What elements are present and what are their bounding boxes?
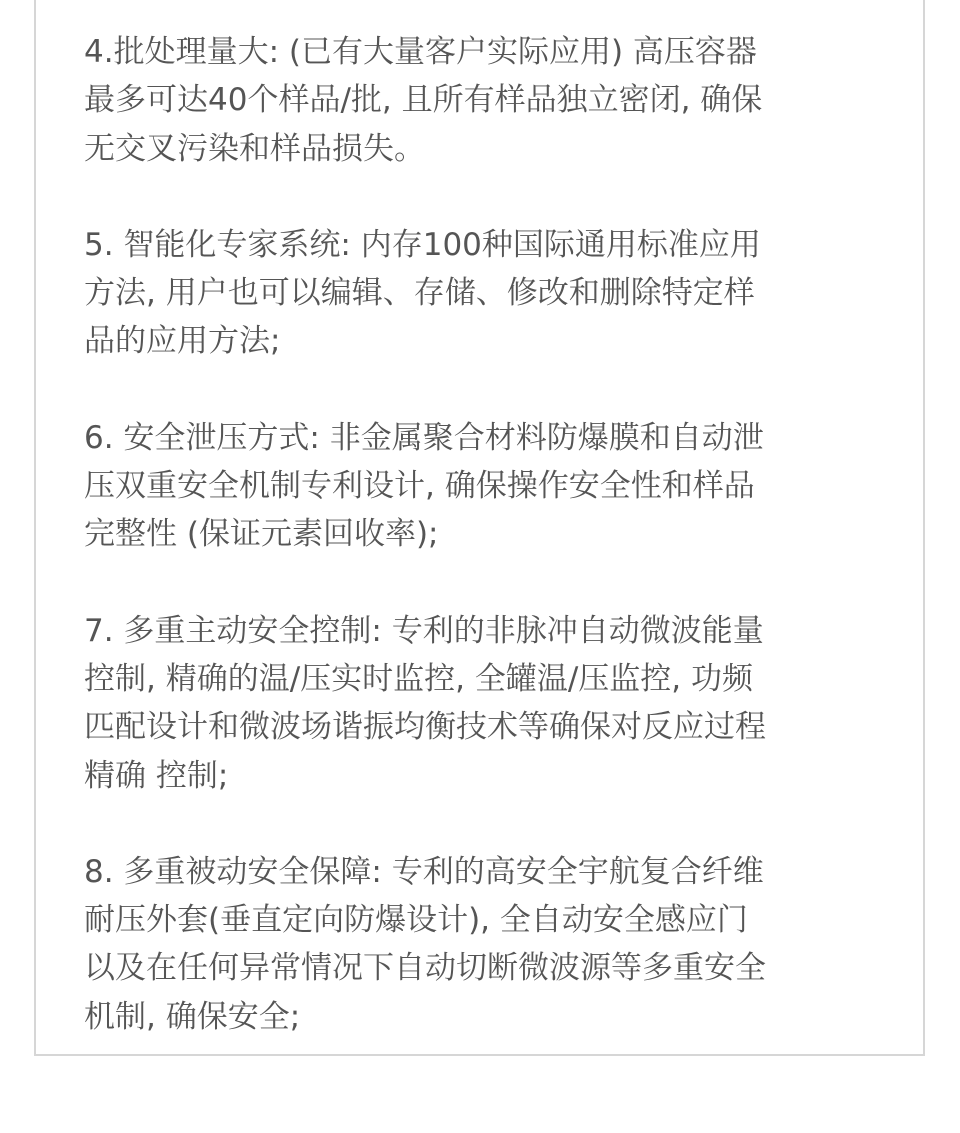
text-line: 8. 多重被动安全保障: 专利的高安全宇航复合纤维	[84, 853, 764, 890]
feature-item-expert-system	[84, 221, 884, 366]
text-line: 完整性 (保证元素回收率);	[84, 516, 439, 553]
text-line: 机制, 确保安全;	[84, 998, 301, 1035]
text-line: 控制, 精确的温/压实时监控, 全罐温/压监控, 功频	[84, 660, 754, 697]
text-line: 耐压外套(垂直定向防爆设计), 全自动安全感应门	[84, 902, 748, 939]
text-line: 4.批处理量大: (已有大量客户实际应用) 高压容器	[84, 34, 757, 70]
content-card	[34, 0, 925, 1056]
text-line: 5. 智能化专家系统: 内存100种国际通用标准应用	[84, 226, 761, 263]
text-line: 匹配设计和微波场谐振均衡技术等确保对反应过程	[84, 709, 766, 746]
text-line: 6. 安全泄压方式: 非金属聚合材料防爆膜和自动泄	[84, 419, 764, 456]
feature-item-passive-safety	[84, 848, 884, 1041]
text-line: 无交叉污染和样品损失。	[84, 130, 425, 167]
text-line: 以及在任何异常情况下自动切断微波源等多重安全	[84, 950, 766, 987]
feature-item-batch-capacity	[84, 28, 884, 173]
feature-list	[84, 28, 884, 1089]
text-line: 最多可达40个样品/批, 且所有样品独立密闭, 确保	[84, 82, 763, 119]
text-line: 7. 多重主动安全控制: 专利的非脉冲自动微波能量	[84, 612, 764, 649]
text-line: 压双重安全机制专利设计, 确保操作安全性和样品	[84, 468, 755, 505]
text-line: 精确 控制;	[84, 757, 229, 794]
text-line: 方法, 用户也可以编辑、存储、修改和删除特定样	[84, 275, 755, 312]
feature-item-active-safety	[84, 607, 884, 800]
text-line: 品的应用方法;	[84, 323, 281, 360]
feature-item-pressure-relief	[84, 414, 884, 559]
